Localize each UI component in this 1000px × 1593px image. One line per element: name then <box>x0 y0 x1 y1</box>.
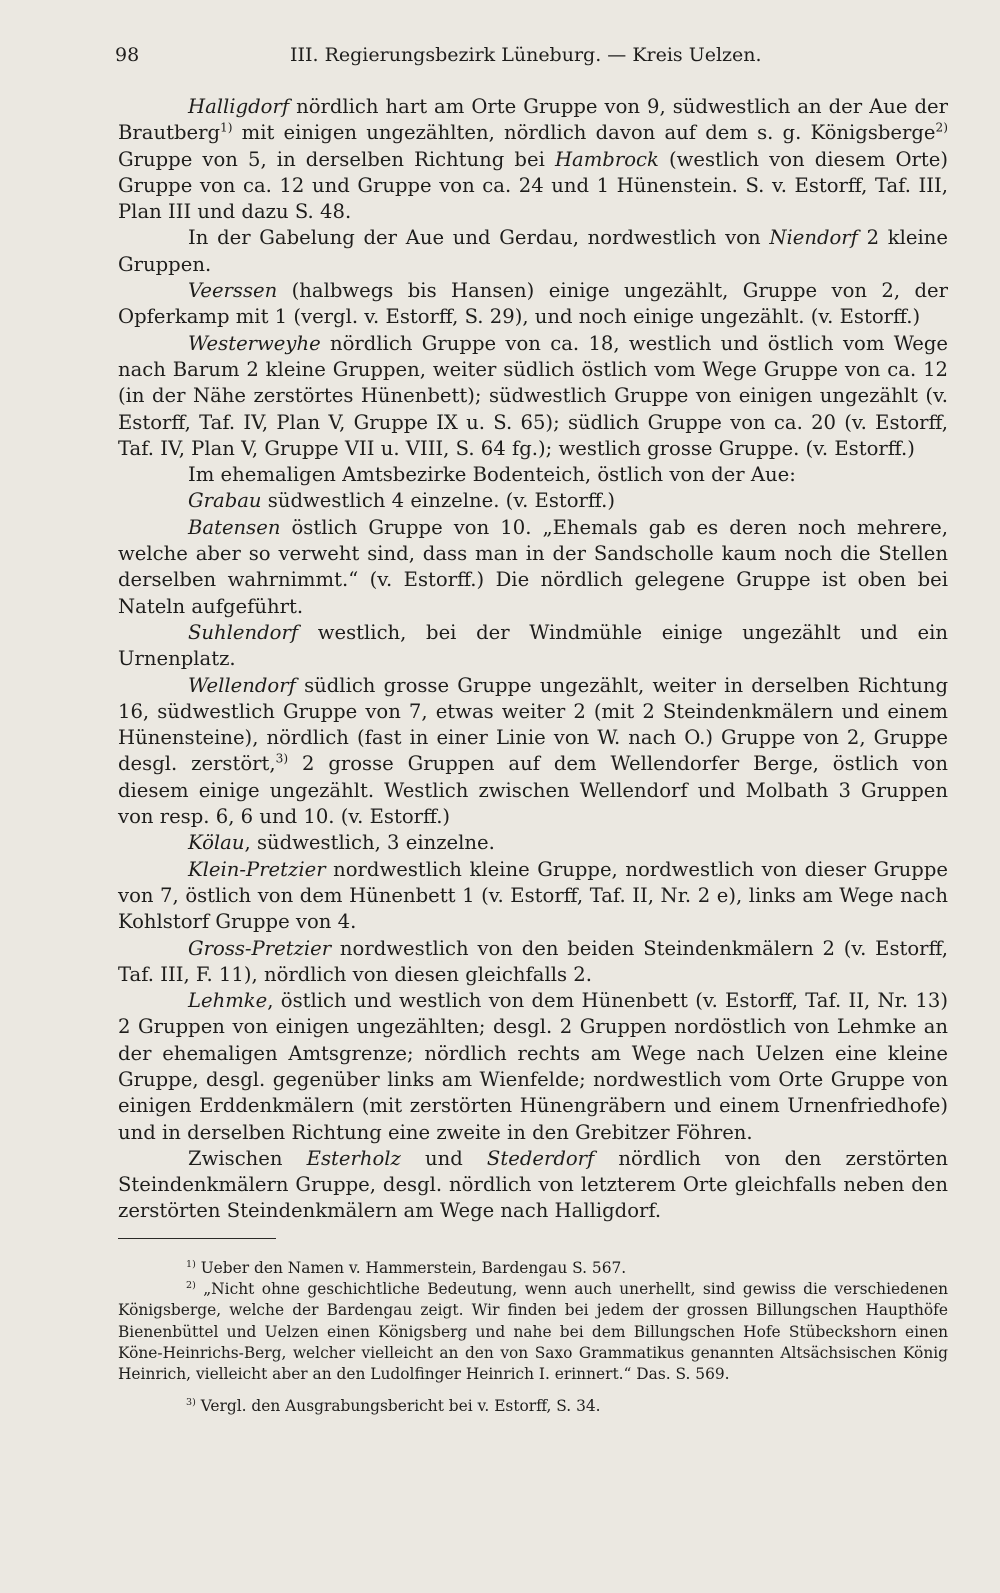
paragraph-text: südwestlich 4 einzelne. (v. Estorff.) <box>261 489 616 513</box>
paragraph-text: nördlich von den zerstörten Steindenkmälern Gruppe, desgl. nördlich von letzterem Orte gleichfalls neben den zerstörten Steindenkmälern am Wege nach Halligdorf. <box>118 1146 948 1223</box>
paragraph-gabelung <box>118 225 948 278</box>
page-header <box>115 38 950 78</box>
paragraph-halligdorf <box>118 94 948 225</box>
paragraph-text: mit einigen ungezählten, nördlich davon auf dem s. g. Königsberge <box>232 121 936 145</box>
place-name: Wellendorf <box>188 673 296 697</box>
paragraph-wellendorf <box>118 673 948 831</box>
footnote-ref: 3) <box>275 751 289 766</box>
paragraph-text: Gruppe von 5, in derselben Richtung bei <box>118 147 555 171</box>
paragraph-text: , südwestlich, 3 einzelne. <box>244 831 495 855</box>
paragraph-text: Im ehemaligen Amtsbezirke Bodenteich, östlich von der Aue: <box>188 463 796 487</box>
place-name: Klein-Pretzier <box>188 857 326 881</box>
paragraph-text: nordwestlich von den beiden Steindenkmälern 2 (v. Estorff, Taf. III, F. 11), nördlich von diesen gleichfalls 2. <box>118 936 948 986</box>
place-name: Gross-Pretzier <box>188 936 332 960</box>
footnote-mark: 3) <box>186 1397 196 1409</box>
paragraph-text: nordwestlich kleine Gruppe, nordwestlich von dieser Gruppe von 7, östlich von dem Hünenbett 1 (v. Estorff, Taf. II, Nr. 2 e), links am Wege nach Kohlstorf Gruppe von 4. <box>118 857 948 934</box>
paragraph-text: südlich grosse Gruppe ungezählt, weiter in derselben Richtung 16, südwestlich Gruppe von 7, etwas weiter 2 (mit 2 Steindenkmälern und einem Hünensteine), nördlich (fast in einer Linie von W. nach O.) Gruppe von 2, Gruppe desgl. zerstört, <box>118 673 948 776</box>
paragraph-text: westlich, bei der Windmühle einige ungezählt und ein Urnenplatz. <box>118 620 948 671</box>
footnote-mark: 2) <box>186 1280 196 1292</box>
paragraph-text: (westlich von diesem Orte) Gruppe von ca. 12 und Gruppe von ca. 24 und 1 Hünenstein. S. v. Estorff, Taf. III, Plan III und dazu S. 48. <box>118 147 948 224</box>
place-name: Halligdorf <box>188 95 290 118</box>
footnote-text: Vergl. den Ausgrabungsbericht bei v. Estorff, S. 34. <box>195 1397 601 1416</box>
place-name: Stederdorf <box>486 1146 595 1170</box>
footnote-text: „Nicht ohne geschichtliche Bedeutung, wenn auch unerhellt, sind gewiss die verschiedenen Königsberge, welche der Bardengau zeigt. Wir finden bei jedem der grossen Billungschen Haupthöfe Bienenbüttel und Uelzen einen Königsberg und nahe bei dem Billungschen Hofe Stübeckshorn einen Köne-Heinrichs-Berg, welcher vielleicht an den von Saxo Grammatikus genannten Altsächsischen König Heinrich, vielleicht aber an den Ludolfinger Heinrich I. erinnert.“ Das. S. 569. <box>118 1280 948 1384</box>
footnote-mark: 1) <box>186 1258 196 1270</box>
paragraph-bodenteich <box>118 462 948 488</box>
paragraph-klein-pretzier <box>118 857 948 936</box>
paragraph-grabau <box>118 488 948 514</box>
paragraph-gross-pretzier <box>118 936 948 989</box>
paragraph-veerssen <box>118 278 948 331</box>
footnote <box>118 1396 948 1417</box>
place-name: Hambrock <box>554 147 659 171</box>
paragraph-text: östlich Gruppe von 10. „Ehemals gab es deren noch mehrere, welche aber so verweht sind, dass man in der Sandscholle kaum noch die Stellen derselben wahrnimmt.“ (v. Estorff.) Die nördlich gelegene Gruppe ist oben bei Nateln aufgeführt. <box>118 515 948 618</box>
place-name: Veerssen <box>188 279 278 303</box>
paragraph-text: Zwischen <box>188 1146 307 1170</box>
page-number: 98 <box>115 44 140 66</box>
paragraph-suhlendorf <box>118 620 948 673</box>
paragraph-text: 2 kleine Gruppen. <box>118 226 948 276</box>
paragraph-text: nördlich hart am Orte Gruppe von 9, südwestlich an der Aue der Brautberg <box>118 95 948 145</box>
place-name: Grabau <box>188 489 262 513</box>
place-name: Batensen <box>188 515 281 539</box>
footnote-text: Ueber den Namen v. Hammerstein, Bardengau S. 567. <box>195 1259 627 1277</box>
paragraph-esterholz <box>118 1146 948 1225</box>
paragraph-text: , östlich und westlich von dem Hünenbett (v. Estorff, Taf. II, Nr. 13) 2 Gruppen von einigen ungezählten; desgl. 2 Gruppen nordöstlich von Lehmke an der ehemaligen Amtsgrenze; nördlich rechts am Wege nach Uelzen eine kleine Gruppe, desgl. gegenüber links am Wienfelde; nordwestlich vom Orte Gruppe von einigen Erddenkmälern (mit zerstörten Hünengräbern und einem Urnenfriedhofe) und in derselben Richtung eine zweite in den Grebitzer Föhren. <box>118 989 948 1144</box>
running-head: III. Regierungsbezirk Lüneburg. — Kreis Uelzen. <box>290 44 762 66</box>
body-text <box>118 94 948 1225</box>
paragraph-text: In der Gabelung der Aue und Gerdau, nordwestlich von <box>188 226 770 250</box>
paragraph-text: 2 grosse Gruppen auf dem Wellendorfer Berge, östlich von diesem einige ungezählt. Westlich zwischen Wellendorf und Molbath 3 Gruppen von resp. 6, 6 und 10. (v. Estorff.) <box>118 752 948 829</box>
paragraph-westerweyhe <box>118 331 948 462</box>
footnote-ref: 1) <box>220 120 233 135</box>
place-name: Niendorf <box>769 226 858 250</box>
footnote <box>118 1258 948 1279</box>
place-name: Esterholz <box>306 1146 401 1170</box>
paragraph-koelau <box>118 830 948 856</box>
footnote-divider <box>118 1238 276 1239</box>
place-name: Suhlendorf <box>188 620 299 644</box>
place-name: Lehmke <box>188 989 268 1013</box>
footnote-ref: 2) <box>935 120 948 135</box>
footnotes <box>118 1258 948 1417</box>
paragraph-text: (halbwegs bis Hansen) einige ungezählt, Gruppe von 2, der Opferkamp mit 1 (vergl. v. Estorff, S. 29), und noch einige ungezählt. (v. Estorff.) <box>118 279 948 329</box>
place-name: Kölau <box>188 831 245 855</box>
paragraph-text: nördlich Gruppe von ca. 18, westlich und östlich vom Wege nach Barum 2 kleine Gruppen, weiter südlich östlich vom Wege Gruppe von ca. 12 (in der Nähe zerstörtes Hünenbett); südwestlich Gruppe von einigen ungezählt (v. Estorff, Taf. IV, Plan V, Gruppe IX u. S. 65); südlich Gruppe von ca. 20 (v. Estorff, Taf. IV, Plan V, Gruppe VII u. VIII, S. 64 fg.); westlich grosse Gruppe. (v. Estorff.) <box>118 331 948 460</box>
footnote <box>118 1279 948 1385</box>
paragraph-text: und <box>400 1146 487 1170</box>
place-name: Westerweyhe <box>188 331 321 355</box>
paragraph-lehmke <box>118 988 948 1146</box>
paragraph-batensen <box>118 515 948 620</box>
